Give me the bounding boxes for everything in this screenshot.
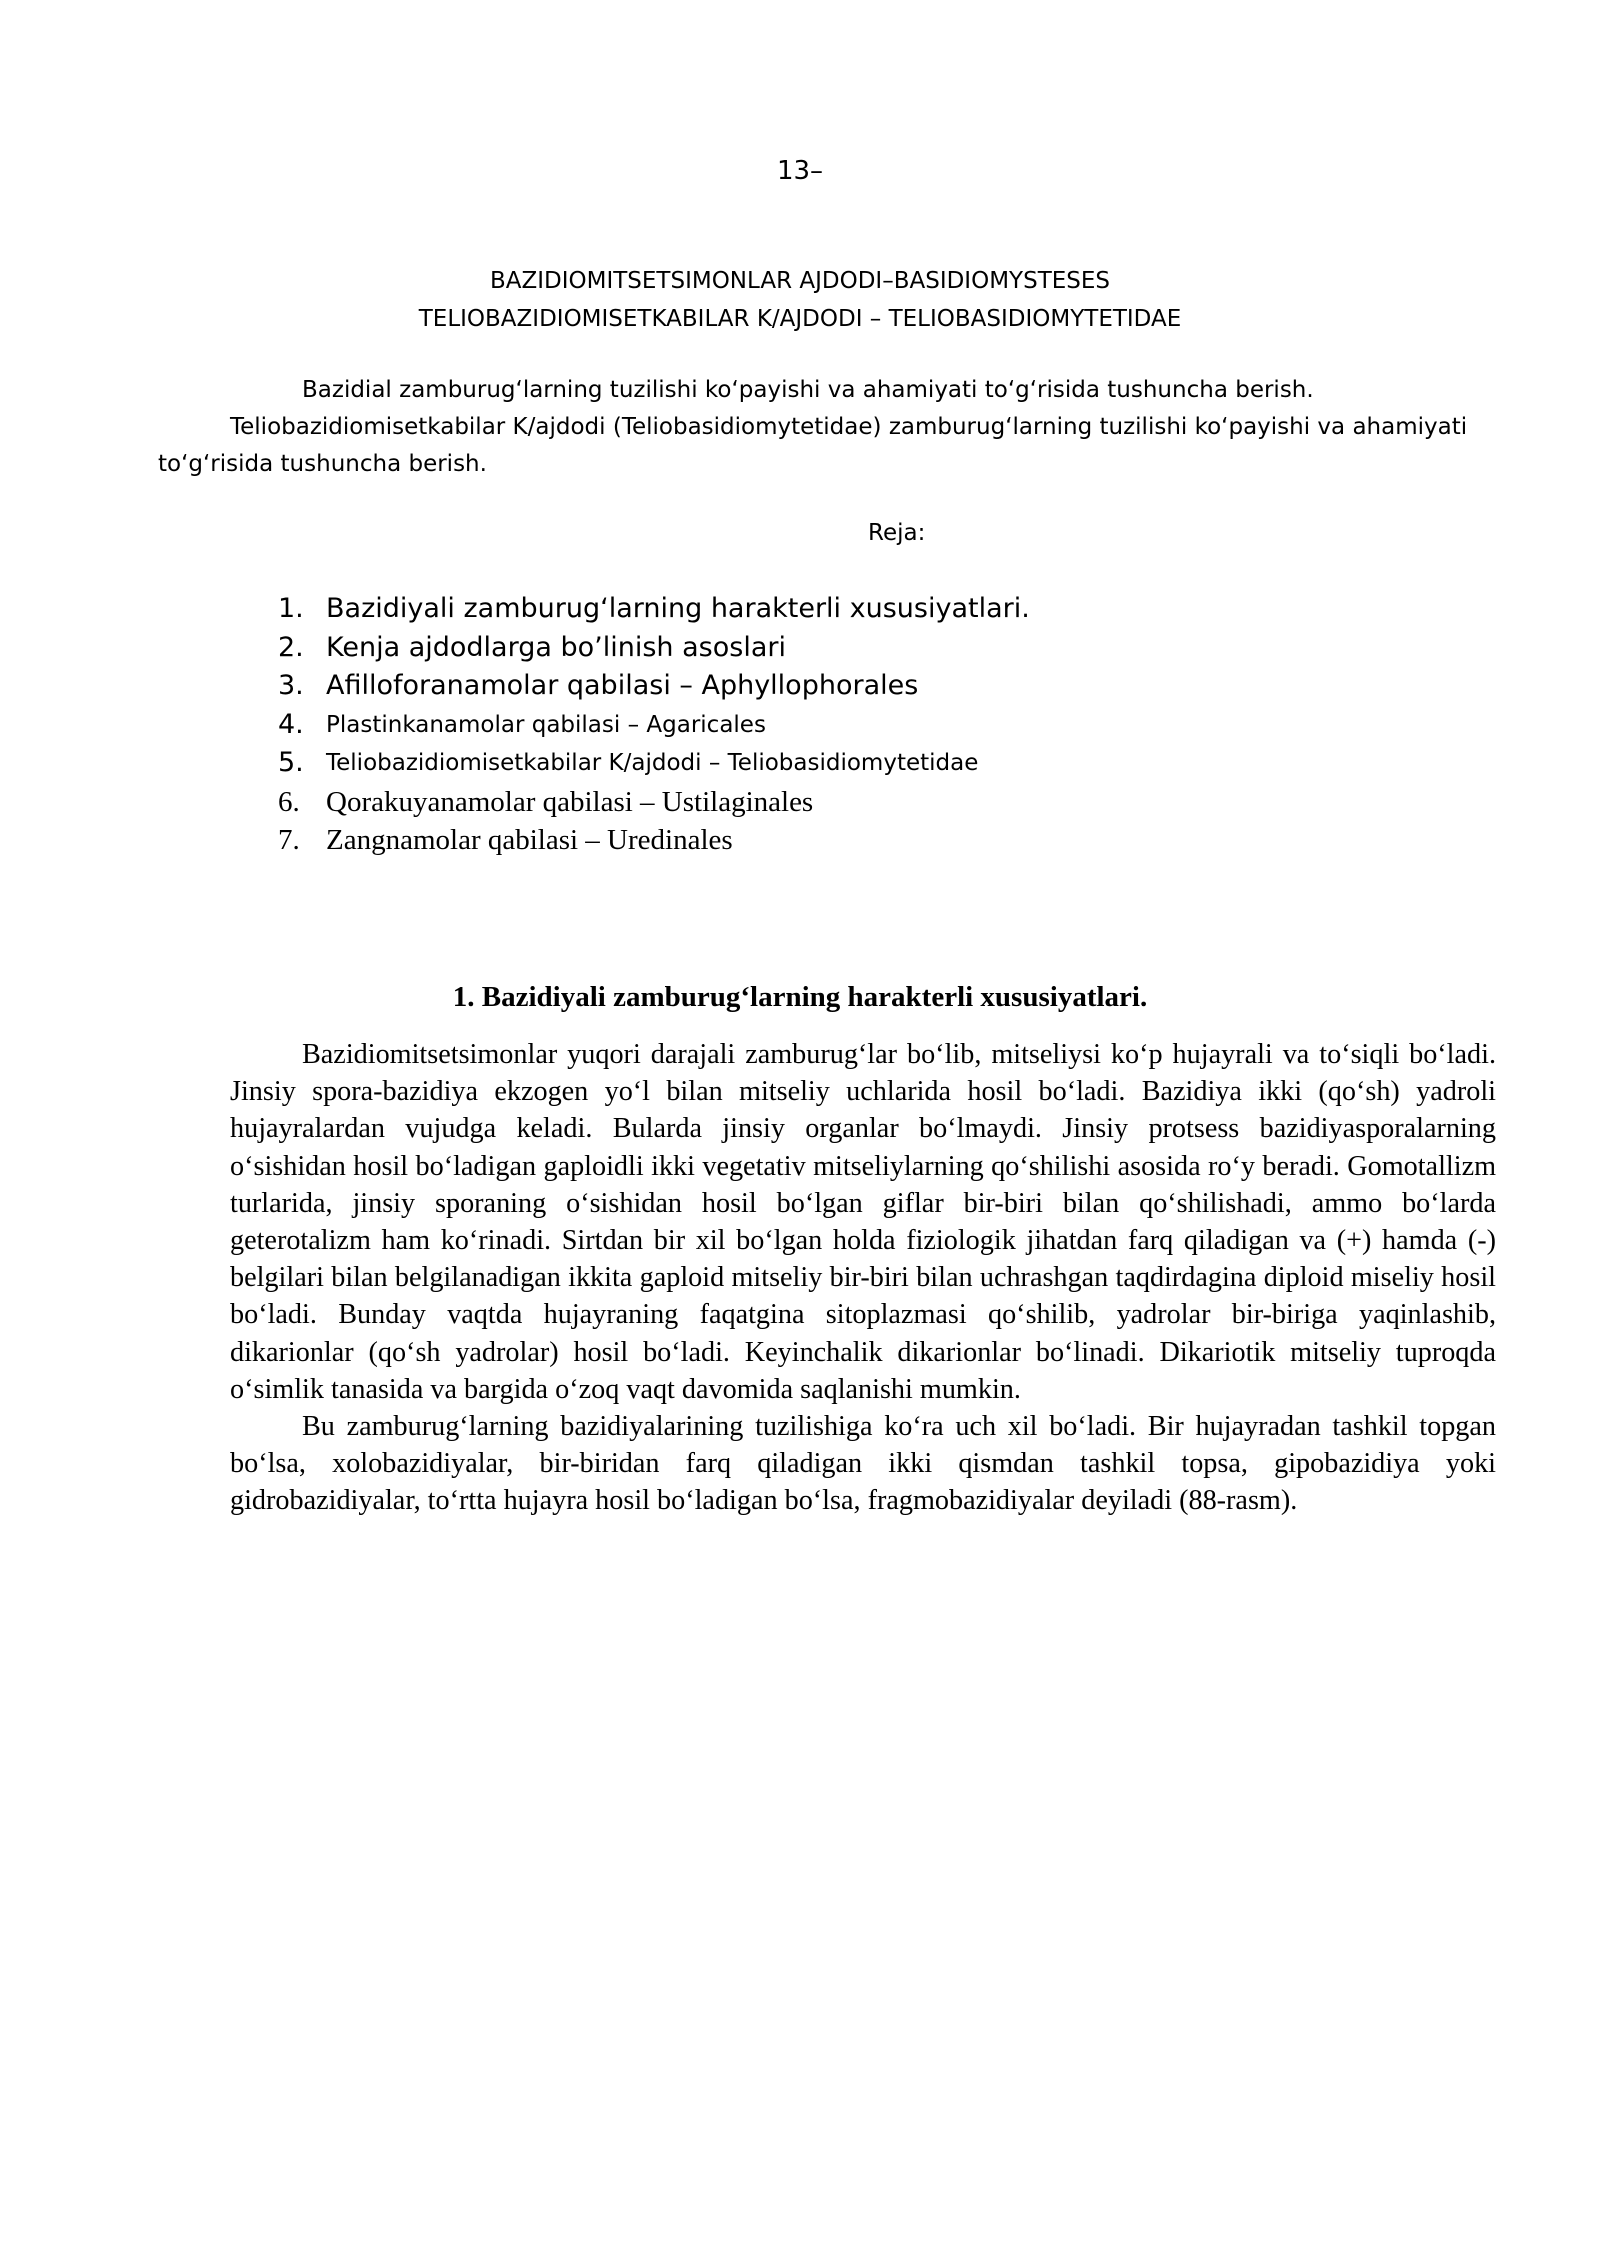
body-paragraph-1: Bazidiomitsetsimonlar yuqori darajali zamburug‘lar bo‘lib, mitseliysi ko‘p hujayrali va to‘siqli bo‘ladi. Jinsiy spora-bazidiya ekzogen yo‘l bilan mitseliy uchlarida hosil bo‘ladi. Bazidiya ikki (qo‘sh) yadroli hujayralardan vujudga keladi. Bularda jinsiy organlar bo‘lmaydi. Jinsiy protsess bazidiyasporalarning o‘sishidan hosil bo‘ladigan gaploidli ikki vegetativ mitseliylarning qo‘shilishi asosida ro‘y beradi. Gomotallizm turlarida, jinsiy sporaning o‘sishidan hosil bo‘lgan giflar bir-biri bilan qo‘shilishadi, ammo bo‘larda geterotalizm ham ko‘rinadi. Sirtdan bir xil bo‘lgan holda fiziologik jihatdan farq qiladigan va (+) hamda (-) belgilari bilan belgilanadigan ikkita gaploid mitseliy bir-biri bilan uchrashgan taqdirdagina diploid miseliy hosil bo‘ladi. Bunday vaqtda hujayraning faqatgina sitoplazmasi qo‘shilib, yadrolar bir-biriga yaqinlashib, dikarionlar (qo‘sh yadrolar) hosil bo‘ladi. Keyinchalik dikarionlar bo‘linadi. Dikariotik mitseliy tuproqda o‘simlik tanasida va bargida o‘zoq vaqt davomida saqlanishi mumkin. <box>230 1039 1496 1405</box>
plan-item <box>278 706 1030 745</box>
plan-list <box>278 590 1030 860</box>
plan-item <box>278 667 1030 706</box>
heading-line-1: BAZIDIOMITSETSIMONLAR AJDODI–BASIDIOMYSTESES <box>489 268 1111 294</box>
plan-item-number: 1. <box>278 593 304 624</box>
body-paragraph-2: Bu zamburug‘larning bazidiyalarining tuzilishiga ko‘ra uch xil bo‘ladi. Bir hujayradan tashkil topgan bo‘lsa, xolobazidiyalar, bir-biridan farq qiladigan ikki qismdan tashkil topsa, gipobazidiya yoki gidrobazidiyalar, to‘rtta hujayra hosil bo‘ladigan bo‘lsa, fragmobazidiyalar deyiladi (88-rasm). <box>230 1411 1496 1517</box>
plan-item-text: Plastinkanamolar qabilasi – Agaricales <box>326 711 766 738</box>
plan-item-number: 4. <box>278 708 304 740</box>
plan-label: Reja: <box>868 520 926 546</box>
plan-item <box>278 783 1030 822</box>
plan-item-number: 7. <box>278 824 300 856</box>
heading-line-2: TELIOBAZIDIOMISETKABILAR K/AJDODI – TELIOBASIDIOMYTETIDAE <box>418 306 1182 332</box>
section-title: 1. Bazidiyali zamburug‘larning harakterli xususiyatlari. <box>452 981 1148 1013</box>
intro-goals <box>158 372 1490 483</box>
plan-item-number: 3. <box>278 670 304 701</box>
plan-item <box>278 744 1030 783</box>
intro-goal-1: Bazidial zamburug‘larning tuzilishi ko‘payishi va ahamiyati to‘g‘risida tushuncha berish. <box>302 377 1314 403</box>
plan-item-text: Afilloforanamolar qabilasi – Aphyllophorales <box>326 670 919 701</box>
intro-goal-2 <box>158 409 1490 483</box>
intro-goal-2-text: Teliobazidiomisetkabilar K/ajdodi (Teliobasidiomytetidae) zamburug‘larning tuzilishi ko‘payishi va ahamiyati to‘g‘risida tushuncha berish. <box>158 414 1468 477</box>
plan-item-text: Bazidiyali zamburug‘larning harakterli xususiyatlari. <box>326 593 1030 624</box>
plan-item <box>278 590 1030 629</box>
plan-item-number: 5. <box>278 747 304 778</box>
plan-item-text: Zangnamolar qabilasi – Uredinales <box>326 824 733 856</box>
plan-item-text: Qorakuyanamolar qabilasi – Ustilaginales <box>326 785 814 818</box>
body-text <box>230 1036 1496 1520</box>
chapter-heading <box>0 262 1600 338</box>
plan-item-number: 6. <box>278 785 300 818</box>
plan-item <box>278 629 1030 668</box>
page-number: 13– <box>776 156 824 186</box>
plan-item-text: Teliobazidiomisetkabilar K/ajdodi – Teliobasidiomytetidae <box>326 750 979 776</box>
plan-item-number: 2. <box>278 631 304 663</box>
plan-item-text: Kenja ajdodlarga bo’linish asoslari <box>326 631 786 663</box>
plan-item <box>278 821 1030 860</box>
